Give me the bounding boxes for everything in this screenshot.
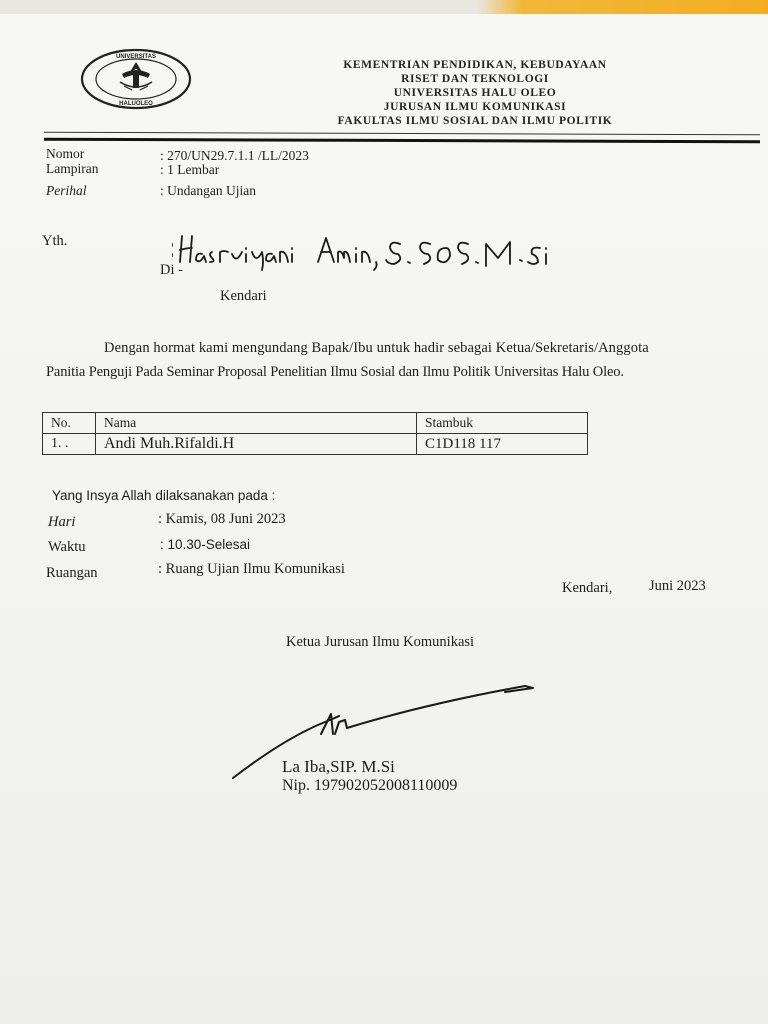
di-label: Di - xyxy=(160,262,183,278)
table-header-stambuk: Stambuk xyxy=(417,413,588,434)
signer-position: Ketua Jurusan Ilmu Komunikasi xyxy=(286,634,475,650)
signer-name: La Iba,SIP. M.Si xyxy=(282,757,395,776)
table-header-nama: Nama xyxy=(96,413,417,434)
closing-date: Juni 2023 xyxy=(649,578,706,594)
perihal-label: Perihal xyxy=(46,183,87,198)
letterhead-line: UNIVERSITAS HALU OLEO xyxy=(393,87,557,99)
table-cell-stambuk: C1D118 117 xyxy=(417,434,588,455)
lampiran-label: Lampiran xyxy=(46,161,99,176)
letterhead-line: FAKULTAS ILMU SOSIAL DAN ILMU POLITIK xyxy=(337,115,613,127)
nomor-label: Nomor xyxy=(46,146,85,161)
letter-paper xyxy=(0,14,768,1024)
body-line-1: Dengan hormat kami mengundang Bapak/Ibu untuk hadir sebagai Ketua/Sekretaris/Anggota xyxy=(104,340,649,356)
letterhead xyxy=(290,58,660,128)
waktu-label: Waktu xyxy=(48,539,86,555)
ruangan-value: : Ruang Ujian Ilmu Komunikasi xyxy=(158,561,345,577)
hari-value: : Kamis, 08 Juni 2023 xyxy=(158,511,286,527)
letterhead-line: RISET DAN TEKNOLOGI xyxy=(401,73,549,85)
waktu-value: : 10.30-Selesai xyxy=(160,537,251,552)
lampiran-value: : 1 Lembar xyxy=(160,162,220,177)
table-row xyxy=(43,434,588,455)
letterhead-line: KEMENTRIAN PENDIDIKAN, KEBUDAYAAN xyxy=(343,59,607,71)
table-header-no: No. xyxy=(43,413,96,434)
nomor-value: : 270/UN29.7.1.1 /LL/2023 xyxy=(160,148,309,163)
svg-text:HALUOLEO: HALUOLEO xyxy=(119,101,153,107)
student-table xyxy=(42,412,588,455)
closing-place: Kendari, xyxy=(562,580,613,596)
svg-text:UNIVERSITAS: UNIVERSITAS xyxy=(116,54,156,60)
body-line-2: Panitia Penguji Pada Seminar Proposal Penelitian Ilmu Sosial dan Ilmu Politik Universitas Halu Oleo. xyxy=(46,364,624,380)
table-header-row xyxy=(43,413,588,434)
table-cell-no: 1. . xyxy=(43,434,96,455)
university-seal-logo xyxy=(80,48,192,110)
recipient-city: Kendari xyxy=(220,288,267,304)
table-cell-nama: Andi Muh.Rifaldi.H xyxy=(96,434,417,455)
ruangan-label: Ruangan xyxy=(46,565,98,581)
letterhead-line: JURUSAN ILMU KOMUNIKASI xyxy=(383,101,567,113)
handwritten-recipient-name xyxy=(172,232,552,272)
perihal-value: : Undangan Ujian xyxy=(160,183,256,198)
schedule-intro: Yang Insya Allah dilaksanakan pada : xyxy=(52,488,276,503)
signer-nip: Nip. 197902052008110009 xyxy=(282,777,458,794)
yth-label: Yth. xyxy=(42,233,68,249)
hari-label: Hari xyxy=(48,514,76,530)
